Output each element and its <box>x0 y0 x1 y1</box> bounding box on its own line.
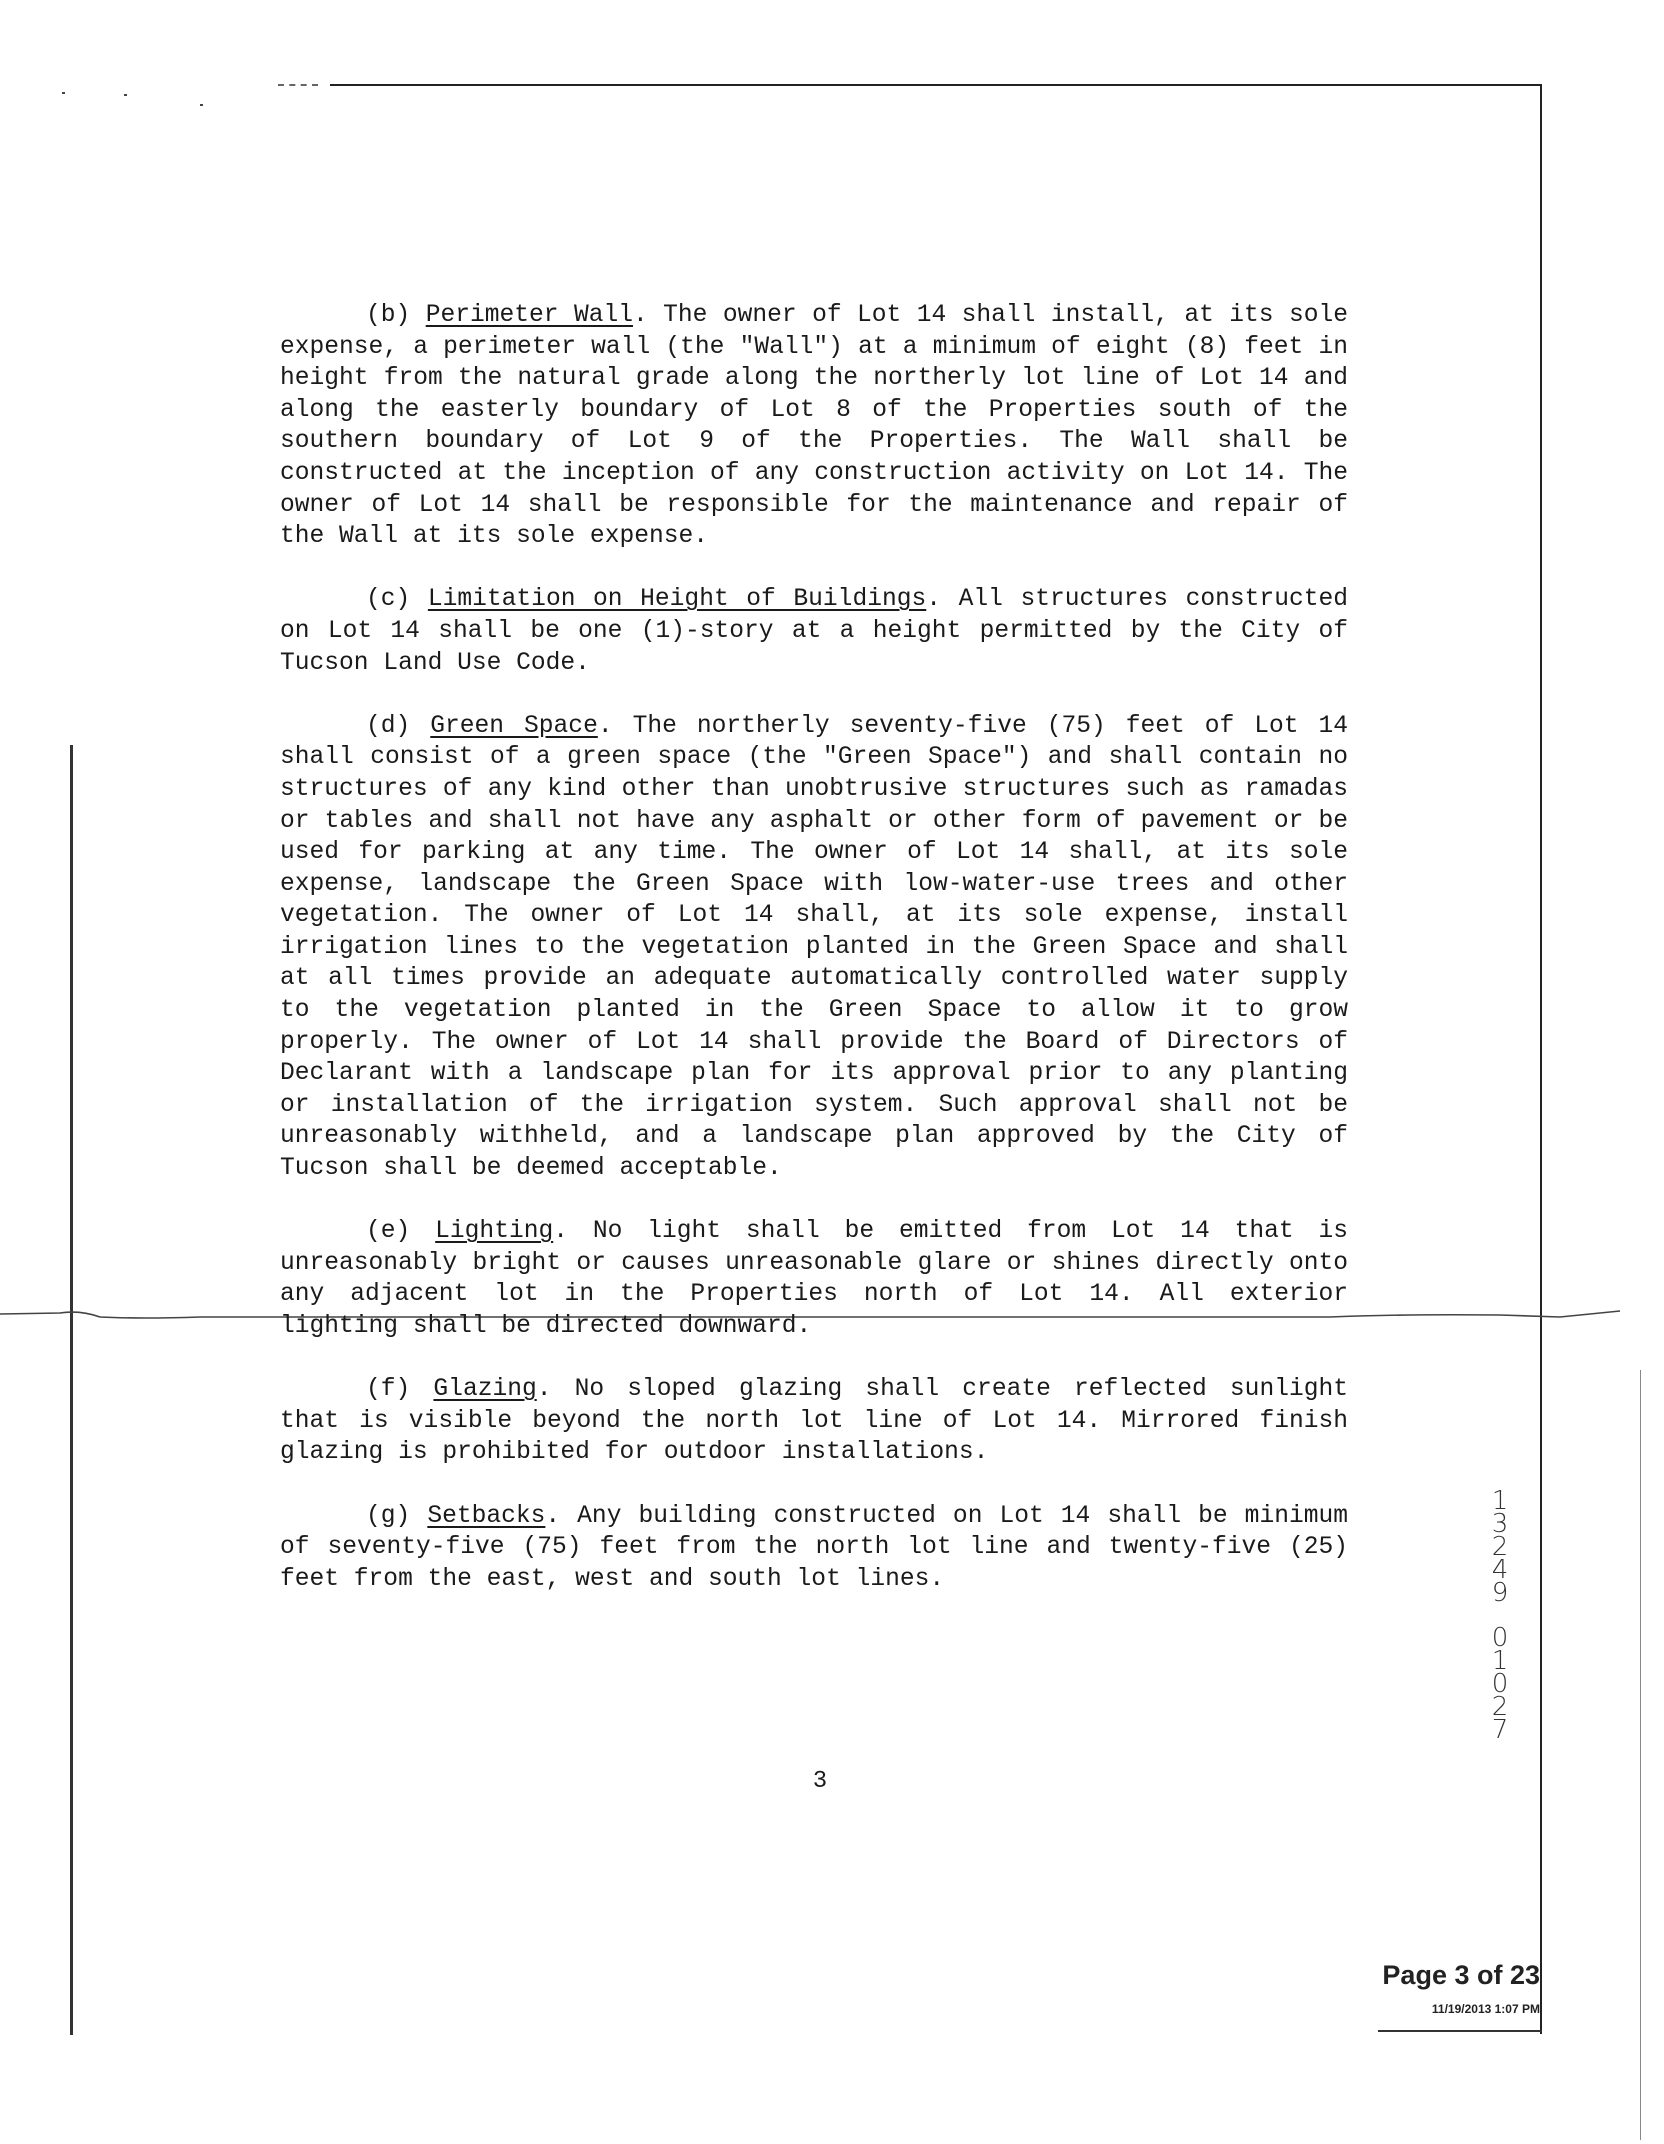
section-label: (b) <box>366 302 411 329</box>
right-border-line <box>1540 84 1542 2034</box>
section-d <box>280 711 1348 1185</box>
section-label: (c) <box>366 586 411 614</box>
section-heading: Perimeter Wall <box>425 302 633 329</box>
stamp-digit: 0 <box>1491 1623 1509 1653</box>
footer-page-count: Page 3 of 23 <box>1382 1960 1540 1990</box>
section-label: (f) <box>366 1376 411 1404</box>
section-c <box>280 584 1348 679</box>
section-text: . All structures constructed on Lot 14 shall be one (1)-story at a height permitted by the City of Tucson Land Use Code. <box>280 586 1348 677</box>
section-text: . Any building constructed on Lot 14 shall be minimum of seventy-five (75) feet from the north lot line and twenty-five (25) feet from the east, west and south lot lines. <box>280 1502 1348 1593</box>
section-heading: Lighting <box>435 1218 554 1246</box>
section-text: . No sloped glazing shall create reflected sunlight that is visible beyond the north lot line of Lot 14. Mirrored finish glazing is prohibited for outdoor installations. <box>280 1376 1348 1467</box>
stamp-digit: 1 <box>1491 1646 1509 1676</box>
stamp-digit: 2 <box>1491 1692 1509 1722</box>
section-label: (g) <box>366 1502 411 1530</box>
footer-timestamp: 11/19/2013 1:07 PM <box>1431 2002 1540 2016</box>
top-border-line <box>330 84 1540 86</box>
section-g <box>280 1501 1348 1596</box>
stamp-digit: 2 <box>1491 1532 1509 1562</box>
section-heading: Green Space <box>430 712 598 740</box>
page-number: 3 <box>812 1768 828 1795</box>
scan-speck <box>200 104 203 106</box>
stamp-digit: 4 <box>1491 1555 1509 1585</box>
stamp-digit: 0 <box>1491 1669 1509 1699</box>
far-right-scan-edge <box>1640 1370 1641 2140</box>
section-f <box>280 1374 1348 1469</box>
footer-underline <box>1378 2030 1542 2032</box>
document-body <box>280 300 1348 1627</box>
scan-dash-artifact <box>278 84 318 86</box>
section-heading: Limitation on Height of Buildings <box>427 586 927 614</box>
stamp-digit: 9 <box>1491 1578 1509 1608</box>
section-e <box>280 1216 1348 1342</box>
section-label: (e) <box>366 1218 411 1246</box>
stamp-digit: 7 <box>1491 1715 1509 1745</box>
scan-speck <box>124 94 127 96</box>
section-heading: Setbacks <box>427 1502 546 1530</box>
section-label: (d) <box>366 712 411 740</box>
scan-speck <box>62 92 65 94</box>
section-heading: Glazing <box>433 1376 537 1404</box>
recording-stamp <box>1484 1486 1516 1745</box>
stamp-digit: 3 <box>1491 1509 1509 1539</box>
section-text: . The owner of Lot 14 shall install, at its sole expense, a perimeter wall (the "Wall") at a minimum of eight (8) feet in height from the natural grade along the northerly lot line of Lot 14 and along the easterly boundary of Lot 8 of the Properties south of the southern boundary of Lot 9 of the Properties. The Wall shall be constructed at the inception of any construction activity on Lot 14. The owner of Lot 14 shall be responsible for the maintenance and repair of the Wall at its sole expense. <box>280 302 1348 551</box>
section-text: . No light shall be emitted from Lot 14 that is unreasonably bright or causes unreasonable glare or shines directly onto any adjacent lot in the Properties north of Lot 14. All exterior lighting shall be directed downward. <box>280 1218 1348 1340</box>
section-text: . The northerly seventy-five (75) feet of Lot 14 shall consist of a green space (the "Green Space") and shall contain no structures of any kind other than unobtrusive structures such as ramadas or tables and shall not have any asphalt or other form of pavement or be used for parking at any time. The owner of Lot 14 shall, at its sole expense, landscape the Green Space with low-water-use trees and other vegetation. The owner of Lot 14 shall, at its sole expense, install irrigation lines to the vegetation planted in the Green Space and shall at all times provide an adequate automatically controlled water supply to the vegetation planted in the Green Space to allow it to grow properly. The owner of Lot 14 shall provide the Board of Directors of Declarant with a landscape plan for its approval prior to any planting or installation of the irrigation system. Such approval shall not be unreasonably withheld, and a landscape plan approved by the City of Tucson shall be deemed acceptable. <box>280 712 1348 1183</box>
left-scan-edge <box>70 745 73 2035</box>
section-b <box>280 300 1348 553</box>
stamp-digit: 1 <box>1491 1486 1509 1516</box>
